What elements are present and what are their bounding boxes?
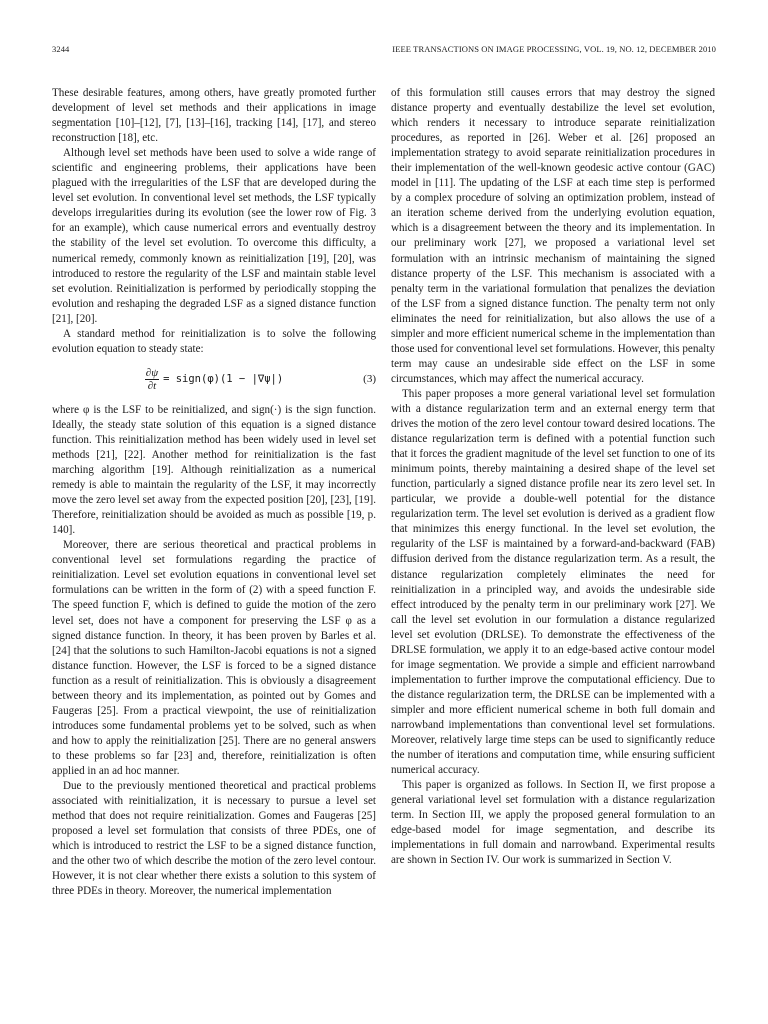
- paragraph: This paper is organized as follows. In Section II, we first propose a general variational level set formulation with a distance regularization term. In Section III, we apply the proposed general formulation to an edge-based model for image segmentation, and describe its implementations in full domain and narrowband. Experimental results are shown in Section IV. Our work is summarized in Section V.: [391, 779, 715, 867]
- running-header: [52, 44, 716, 58]
- paragraph: This paper proposes a more general variational level set formulation with a distance regularization term and an external energy term that drives the motion of the zero level contour toward desired locations. The distance regularization term is defined with a potential function such that it forces the gradient magnitude of the level set function to one of its minimum points, thereby maintaining a desired shape of the level set function, particularly a signed distance profile near its zero level set. In particular, we provide a double-well potential for the distance regularization term. The level set evolution is derived as a gradient flow that minimizes this energy functional. In the level set evolution, the regularity of the LSF is maintained by a forward-and-backward (FAB) diffusion derived from the distance regularization term. As a result, the distance regularization completely eliminates the need for reinitialization in a principled way, and avoids the undesirable side effect introduced by the penalty term in our preliminary work [27]. We call the level set evolution in our formulation a distance regularized level set evolution (DRLSE). To demonstrate the effectiveness of the DRLSE formulation, we apply it to an edge-based active contour model for image segmentation. We provide a simple and efficient narrowband implementation to further improve the computational efficiency. Due to the distance regularization term, the DRLSE can be implemented with a simpler and more efficient numerical scheme in both full domain and narrowband implementations than conventional level set formulations. Moreover, relatively large time steps can be used to significantly reduce the number of iterations and computation time, while ensuring sufficient numerical accuracy.: [391, 387, 715, 777]
- equation-denominator: ∂t: [147, 379, 157, 392]
- equation-number: (3): [363, 372, 376, 385]
- equation-numerator: ∂ψ: [145, 366, 159, 379]
- right-column: [391, 86, 715, 868]
- equation-rhs: = sign(φ)(1 − |∇ψ|): [163, 373, 284, 386]
- paragraph: Due to the previously mentioned theoretical and practical problems associated with reinitialization, it is necessary to pursue a level set method that does not require reinitialization. Gomes and Faugeras [25] proposed a level set formulation that consists of three PDEs, one of which is introduced to restrict the LSF to be a signed distance function, and the other two of which describe the motion of the zero level contour. However, it is not clear whether there exists a solution to this system of three PDEs in theory. Moreover, the numerical implementation: [52, 780, 376, 898]
- journal-title: IEEE TRANSACTIONS ON IMAGE PROCESSING, VOL. 19, NO. 12, DECEMBER 2010: [392, 44, 716, 54]
- paragraph: A standard method for reinitialization is to solve the following evolution equation to steady state:: [52, 327, 376, 355]
- paragraph: Although level set methods have been used to solve a wide range of scientific and engineering problems, their applications have been plagued with the irregularities of the LSF that are developed during the level set evolution. In conventional level set methods, the LSF typically develops irregularities during its evolution (see the lower row of Fig. 3 for an example), which cause numerical errors and eventually destroy the stability of the level set evolution. To overcome this difficulty, a numerical remedy, commonly known as reinitialization [19], [20], was introduced to restore the regularity of the LSF and maintain stable level set evolution. Reinitialization is performed by periodically stopping the evolution and reshaping the degraded LSF as a signed distance function [21], [20].: [52, 147, 376, 325]
- equation-3: [52, 360, 376, 400]
- paragraph: of this formulation still causes errors that may destroy the signed distance property and eventually destabilize the level set evolution, which renders it necessary to introduce separate reinitialization procedures, as reported in [26]. Weber et al. [26] proposed an implementation strategy to avoid separate reinitialization procedures in their implementation of the well-known geodesic active contour (GAC) model in [11]. The updating of the LSF at each time step is performed by a complex procedure of solving an optimization problem, instead of an iteration scheme derived from the underlying evolution equation, which is a disagreement between the theory and its implementation. In our preliminary work [27], we proposed a variational level set formulation with an intrinsic mechanism of maintaining the signed distance property of the LSF. This mechanism is associated with a penalty term in the variational formulation that penalizes the deviation of the LSF from a signed distance function. The penalty term not only eliminates the need for reinitialization, but also allows the use of a simpler and more efficient numerical scheme in the implementation than those used for conventional level set formulations. However, this penalty term may cause an undesirable side effect on the LSF in some circumstances, which may affect the numerical accuracy.: [391, 87, 715, 385]
- equation-fraction: [145, 367, 159, 393]
- paragraph: where φ is the LSF to be reinitialized, and sign(·) is the sign function. Ideally, the steady state solution of this equation is a signed distance function. This reinitialization method has been widely used in level set methods [21], [22]. Another method for reinitialization is the fast marching algorithm [19]. Although reinitialization as a numerical remedy is able to maintain the regularity of the LSF, it may incorrectly move the zero level set away from the expected position [20], [23], [19]. Therefore, reinitialization should be avoided as much as possible [19, p. 140].: [52, 403, 376, 537]
- paragraph: Moreover, there are serious theoretical and practical problems in conventional level set formulations regarding the practice of reinitialization. Level set evolution equations in conventional level set formulations can be written in the form of (2) with a speed function F. The speed function F, which is defined to guide the motion of the zero level set, does not have a component for preserving the LSF φ as a signed distance function. In theory, it has been proven by Barles et al. [24] that the solutions to such Hamilton-Jacobi equations is not a signed distance function. However, the LSF is forced to be a signed distance function as a result of reinitialization. This is obviously a disagreement between theory and its implementation, as pointed out by Gomes and Faugeras [25]. From a practical viewpoint, the use of reinitialization introduces some fundamental problems yet to be solved, such as when and how to apply the reinitialization [25]. There are no general answers to these problems so far [23] and, therefore, reinitialization is often applied in an ad hoc manner.: [52, 539, 376, 777]
- page-number: 3244: [52, 44, 70, 54]
- left-column: [52, 86, 376, 899]
- paragraph: These desirable features, among others, have greatly promoted further development of level set methods and their applications in image segmentation [10]–[12], [7], [13]–[16], tracking [14], [17], and stereo reconstruction [18], etc.: [52, 87, 376, 145]
